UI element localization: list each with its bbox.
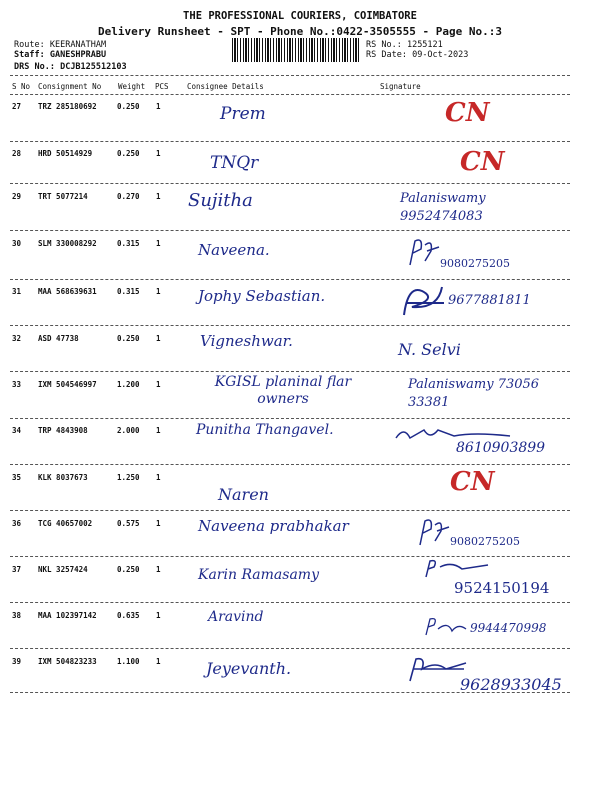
row-pcs: 1 bbox=[156, 239, 161, 248]
row-signature: N. Selvi bbox=[398, 340, 461, 359]
row-consignment: IXM 504546997 bbox=[38, 380, 97, 389]
row-consignee: Naveena prabhakar bbox=[198, 517, 349, 535]
row-signature: 9628933045 bbox=[460, 675, 562, 694]
row-signature: 9944470998 bbox=[470, 621, 547, 635]
signature-scribble-icon bbox=[415, 515, 455, 549]
route-line bbox=[14, 40, 106, 50]
table-row bbox=[10, 281, 570, 327]
row-sno: 34 bbox=[12, 426, 22, 435]
table-row bbox=[10, 328, 570, 374]
row-consignment: MAA 102397142 bbox=[38, 611, 97, 620]
row-signature: Palaniswamy 73056 33381 bbox=[408, 377, 540, 410]
row-sno: 33 bbox=[12, 380, 22, 389]
row-signature: CN bbox=[460, 147, 505, 177]
row-signature: 9524150194 bbox=[454, 579, 550, 597]
drs-line bbox=[14, 62, 127, 72]
row-signature: Palaniswamy 9952474083 bbox=[400, 191, 486, 224]
row-sno: 28 bbox=[12, 149, 22, 158]
table-row bbox=[10, 513, 570, 559]
row-signature: 8610903899 bbox=[456, 440, 546, 456]
row-pcs: 1 bbox=[156, 611, 161, 620]
row-rule bbox=[10, 325, 570, 326]
header-rule-bottom bbox=[10, 94, 570, 95]
row-rule bbox=[10, 648, 570, 649]
row-consignee: Jophy Sebastian. bbox=[198, 287, 326, 305]
row-consignment: KLK 8037673 bbox=[38, 473, 88, 482]
row-weight: 1.250 bbox=[117, 473, 140, 482]
row-sno: 27 bbox=[12, 102, 22, 111]
table-row bbox=[10, 374, 570, 420]
row-consignee: KGISL planinal flar owners bbox=[214, 374, 352, 407]
table-row bbox=[10, 233, 570, 279]
row-consignee: Punitha Thangavel. bbox=[196, 422, 334, 438]
row-sno: 30 bbox=[12, 239, 22, 248]
col-pcs: PCS bbox=[155, 82, 169, 91]
row-weight: 0.250 bbox=[117, 149, 140, 158]
row-consignment: HRD 50514929 bbox=[38, 149, 93, 158]
row-pcs: 1 bbox=[156, 380, 161, 389]
rs-date-line bbox=[366, 50, 468, 60]
row-pcs: 1 bbox=[156, 149, 161, 158]
barcode bbox=[232, 38, 360, 62]
row-weight: 0.315 bbox=[117, 239, 140, 248]
col-signature: Signature bbox=[380, 82, 421, 91]
rs-no-line bbox=[366, 40, 443, 50]
table-row bbox=[10, 186, 570, 232]
row-consignment: TRZ 285180692 bbox=[38, 102, 97, 111]
row-rule bbox=[10, 279, 570, 280]
row-rule bbox=[10, 230, 570, 231]
row-rule bbox=[10, 464, 570, 465]
row-consignee: TNQr bbox=[210, 153, 259, 173]
runsheet-subtitle: Delivery Runsheet - SPT - Phone No.:0422-3505555 - Page No.:3 bbox=[98, 25, 502, 38]
row-pcs: 1 bbox=[156, 287, 161, 296]
header-rule-top bbox=[10, 75, 570, 76]
row-signature: 9080275205 bbox=[440, 257, 510, 270]
row-sno: 29 bbox=[12, 192, 22, 201]
row-rule bbox=[10, 183, 570, 184]
col-consignee: Consignee Details bbox=[187, 82, 264, 91]
col-consignment: Consignment No bbox=[38, 82, 102, 91]
signature-scribble-icon bbox=[422, 559, 492, 581]
row-rule bbox=[10, 371, 570, 372]
row-rule bbox=[10, 556, 570, 557]
row-consignment: ASD 47738 bbox=[38, 334, 79, 343]
row-consignee: Karin Ramasamy bbox=[198, 567, 319, 583]
route-label: Route: bbox=[14, 40, 45, 50]
row-sno: 32 bbox=[12, 334, 22, 343]
row-weight: 1.200 bbox=[117, 380, 140, 389]
row-sno: 35 bbox=[12, 473, 22, 482]
row-consignment: TRP 4843908 bbox=[38, 426, 88, 435]
row-sno: 37 bbox=[12, 565, 22, 574]
staff-line bbox=[14, 50, 106, 60]
row-consignee: Aravind bbox=[208, 609, 264, 625]
row-rule bbox=[10, 418, 570, 419]
row-weight: 0.250 bbox=[117, 334, 140, 343]
company-title: THE PROFESSIONAL COURIERS, COIMBATORE bbox=[183, 10, 417, 22]
row-sno: 39 bbox=[12, 657, 22, 666]
row-rule bbox=[10, 692, 570, 693]
drs-value: DCJB125512103 bbox=[60, 62, 127, 72]
row-consignee: Naren bbox=[218, 485, 269, 504]
signature-scribble-icon bbox=[405, 235, 445, 269]
rs-no-value: 1255121 bbox=[406, 40, 443, 50]
row-consignee: Jeyevanth. bbox=[206, 659, 292, 678]
rs-date-value: 09-Oct-2023 bbox=[412, 50, 469, 60]
table-row bbox=[10, 420, 570, 466]
row-pcs: 1 bbox=[156, 192, 161, 201]
table-row bbox=[10, 467, 570, 513]
table-row bbox=[10, 605, 570, 651]
row-signature: CN bbox=[450, 467, 495, 497]
row-sno: 31 bbox=[12, 287, 22, 296]
row-signature: CN bbox=[445, 98, 490, 128]
staff-label: Staff: bbox=[14, 50, 45, 60]
row-weight: 0.635 bbox=[117, 611, 140, 620]
row-rule bbox=[10, 510, 570, 511]
rs-no-label: RS No.: bbox=[366, 40, 402, 50]
row-weight: 1.100 bbox=[117, 657, 140, 666]
row-consignee: Vigneshwar. bbox=[200, 332, 293, 350]
row-pcs: 1 bbox=[156, 519, 161, 528]
row-consignment: IXM 504823233 bbox=[38, 657, 97, 666]
row-pcs: 1 bbox=[156, 426, 161, 435]
row-sno: 38 bbox=[12, 611, 22, 620]
row-signature: 9080275205 bbox=[450, 535, 520, 548]
signature-scribble-icon bbox=[398, 281, 448, 321]
row-consignment: SLM 330008292 bbox=[38, 239, 97, 248]
row-sno: 36 bbox=[12, 519, 22, 528]
row-consignee: Naveena. bbox=[198, 241, 270, 259]
row-consignment: TRT 5077214 bbox=[38, 192, 88, 201]
route-value: KEERANATHAM bbox=[49, 40, 107, 50]
row-weight: 0.270 bbox=[117, 192, 140, 201]
col-sno: S No bbox=[12, 82, 31, 91]
staff-value: GANESHPRABU bbox=[49, 50, 107, 60]
row-weight: 0.250 bbox=[117, 102, 140, 111]
rs-date-label: RS Date: bbox=[366, 50, 407, 60]
table-row bbox=[10, 559, 570, 605]
row-signature: 9677881811 bbox=[448, 293, 531, 308]
row-pcs: 1 bbox=[156, 334, 161, 343]
row-pcs: 1 bbox=[156, 473, 161, 482]
row-weight: 2.000 bbox=[117, 426, 140, 435]
table-row bbox=[10, 96, 570, 142]
row-pcs: 1 bbox=[156, 657, 161, 666]
row-weight: 0.315 bbox=[117, 287, 140, 296]
row-consignee: Sujitha bbox=[188, 190, 253, 211]
signature-scribble-icon bbox=[422, 617, 468, 639]
row-rule bbox=[10, 602, 570, 603]
row-weight: 0.250 bbox=[117, 565, 140, 574]
drs-label: DRS No.: bbox=[14, 62, 55, 72]
row-consignment: MAA 568639631 bbox=[38, 287, 97, 296]
row-consignment: NKL 3257424 bbox=[38, 565, 88, 574]
row-consignee: Prem bbox=[220, 104, 266, 124]
row-consignment: TCG 40657002 bbox=[38, 519, 93, 528]
row-pcs: 1 bbox=[156, 565, 161, 574]
row-weight: 0.575 bbox=[117, 519, 140, 528]
row-rule bbox=[10, 141, 570, 142]
table-row bbox=[10, 651, 570, 697]
col-weight: Weight bbox=[118, 82, 146, 91]
row-pcs: 1 bbox=[156, 102, 161, 111]
